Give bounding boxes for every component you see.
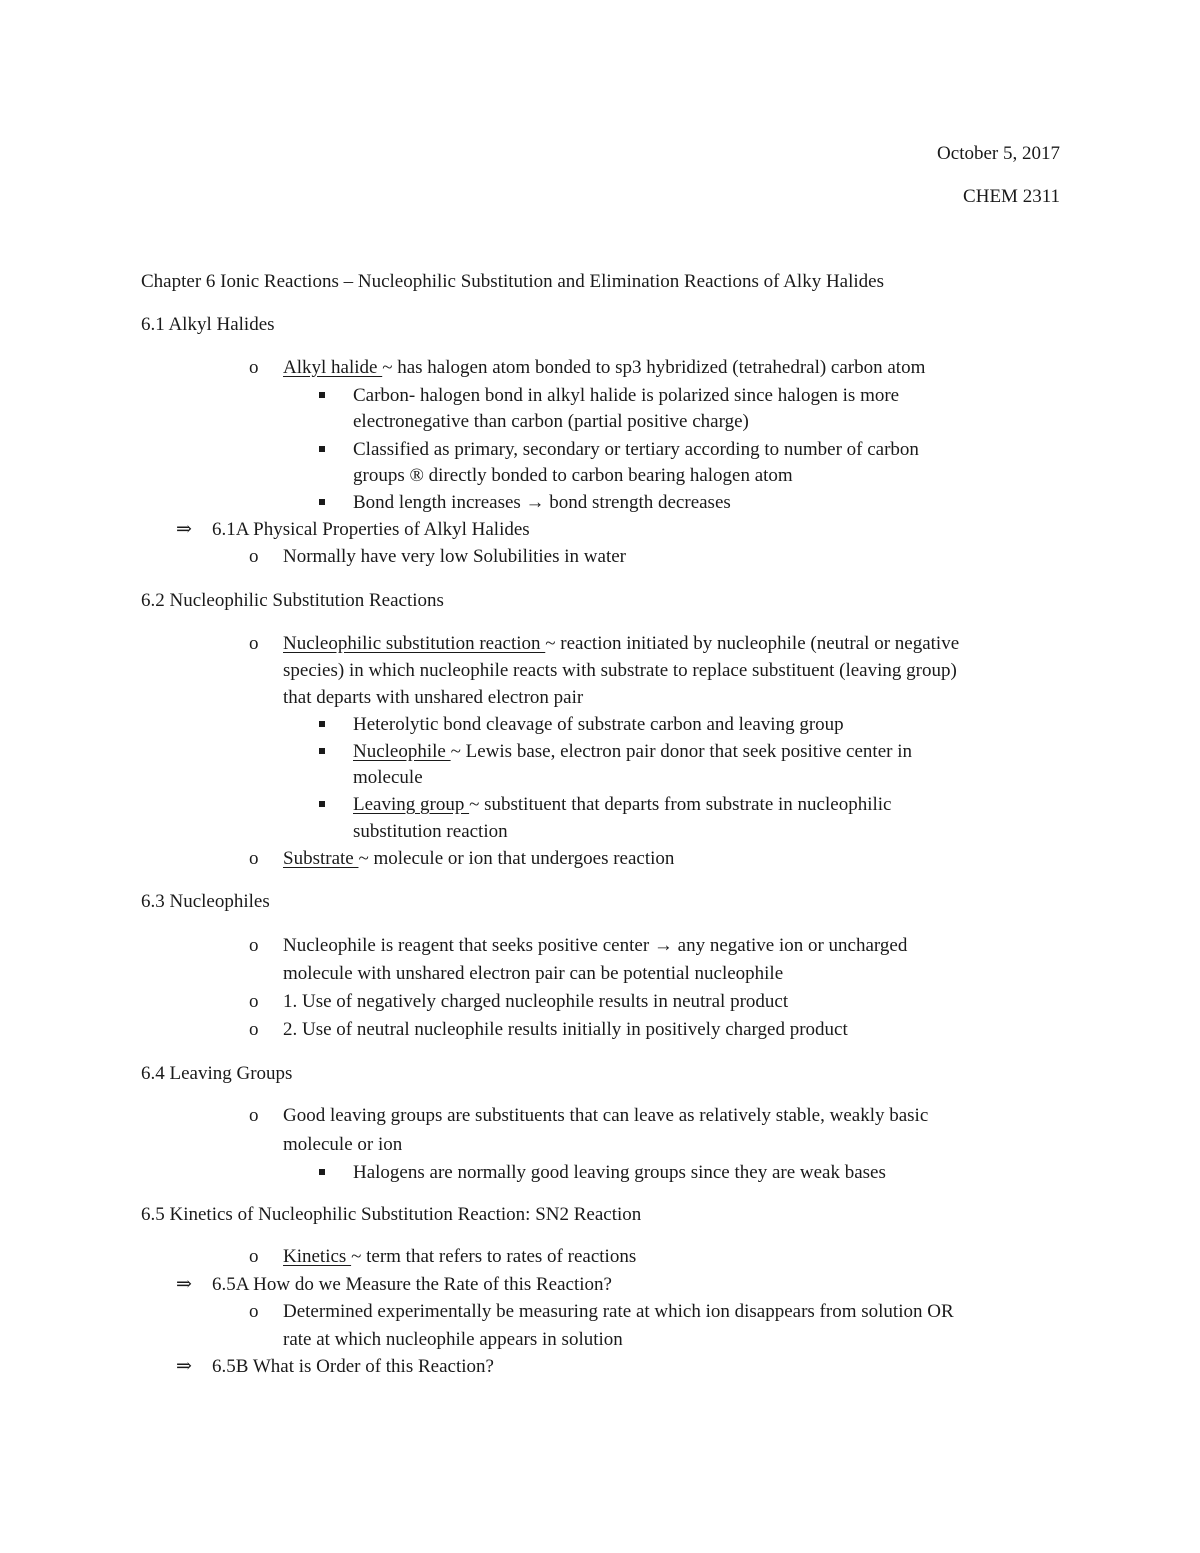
bullet-leaving-group <box>353 793 891 817</box>
definition: ~ has halogen atom bonded to sp3 hybridized (tetrahedral) carbon atom <box>382 357 926 378</box>
list-item: Normally have very low Solubilities in water <box>283 546 626 567</box>
arrow-bullet: ⇒ <box>176 1274 192 1295</box>
circle-bullet: o <box>249 357 259 378</box>
list-item-substrate <box>283 847 674 871</box>
list-item-continued: molecule with unshared electron pair can be potential nucleophile <box>283 963 784 984</box>
definition-continued: substitution reaction <box>353 821 508 842</box>
square-bullet <box>319 499 325 505</box>
term-leaving-group: Leaving group <box>353 794 470 815</box>
list-item: 1. Use of negatively charged nucleophile results in neutral product <box>283 991 789 1012</box>
definition: ~ reaction initiated by nucleophile (neutral or negative <box>545 633 960 654</box>
arrow-bullet: ⇒ <box>176 519 192 540</box>
definition: ~ Lewis base, electron pair donor that seek positive center in <box>450 741 912 762</box>
definition-continued: that departs with unshared electron pair <box>283 687 584 708</box>
subsection-heading-6-1a: 6.1A Physical Properties of Alkyl Halides <box>212 519 530 540</box>
list-item: 2. Use of neutral nucleophile results initially in positively charged product <box>283 1019 848 1040</box>
definition: ~ substituent that departs from substrate in nucleophilic <box>469 794 892 815</box>
section-heading-6-1: 6.1 Alkyl Halides <box>141 314 275 335</box>
date: October 5, 2017 <box>937 143 1060 164</box>
list-item-continued: rate at which nucleophile appears in solution <box>283 1329 623 1350</box>
square-bullet <box>319 446 325 452</box>
square-bullet <box>319 1169 325 1175</box>
square-bullet <box>319 392 325 398</box>
bullet-text: electronegative than carbon (partial positive charge) <box>353 411 749 432</box>
circle-bullet: o <box>249 1105 259 1126</box>
circle-bullet: o <box>249 935 259 956</box>
list-item: Nucleophile is reagent that seeks positive center → any negative ion or uncharged <box>283 935 908 956</box>
bullet-nucleophile <box>353 740 912 764</box>
subsection-heading-6-5a: 6.5A How do we Measure the Rate of this Reaction? <box>212 1274 612 1295</box>
bullet-text: groups ® directly bonded to carbon bearing halogen atom <box>353 465 793 486</box>
circle-bullet: o <box>249 1019 259 1040</box>
definition-continued: molecule <box>353 767 423 788</box>
list-item: Determined experimentally be measuring rate at which ion disappears from solution OR <box>283 1301 954 1322</box>
term-kinetics: Kinetics <box>283 1246 352 1267</box>
term-nucleophilic-substitution: Nucleophilic substitution reaction <box>283 633 546 654</box>
list-item-continued: molecule or ion <box>283 1134 403 1155</box>
bullet-text: Classified as primary, secondary or tertiary according to number of carbon <box>353 439 919 460</box>
bullet-text: Bond length increases → bond strength decreases <box>353 492 731 513</box>
list-item-alkyl-halide <box>283 356 925 380</box>
course-code: CHEM 2311 <box>963 186 1060 207</box>
circle-bullet: o <box>249 848 259 869</box>
square-bullet <box>319 801 325 807</box>
term-nucleophile: Nucleophile <box>353 741 451 762</box>
bullet-text: Heterolytic bond cleavage of substrate carbon and leaving group <box>353 714 844 735</box>
chapter-title: Chapter 6 Ionic Reactions – Nucleophilic Substitution and Elimination Reactions of Alky Halides <box>141 271 884 292</box>
term-alkyl-halide: Alkyl halide <box>283 357 383 378</box>
circle-bullet: o <box>249 1246 259 1267</box>
bullet-text: Carbon- halogen bond in alkyl halide is polarized since halogen is more <box>353 385 900 406</box>
section-heading-6-4: 6.4 Leaving Groups <box>141 1063 293 1084</box>
definition: ~ molecule or ion that undergoes reaction <box>358 848 675 869</box>
term-substrate: Substrate <box>283 848 359 869</box>
list-item-nucleophilic-substitution <box>283 632 959 656</box>
square-bullet <box>319 721 325 727</box>
subsection-heading-6-5b: 6.5B What is Order of this Reaction? <box>212 1356 494 1377</box>
list-item-kinetics <box>283 1245 636 1269</box>
section-heading-6-2: 6.2 Nucleophilic Substitution Reactions <box>141 590 444 611</box>
definition-continued: species) in which nucleophile reacts with substrate to replace substituent (leaving group) <box>283 660 957 681</box>
list-item: Good leaving groups are substituents that can leave as relatively stable, weakly basic <box>283 1105 929 1126</box>
section-heading-6-3: 6.3 Nucleophiles <box>141 891 270 912</box>
definition: ~ term that refers to rates of reactions <box>351 1246 637 1267</box>
circle-bullet: o <box>249 1301 259 1322</box>
arrow-bullet: ⇒ <box>176 1356 192 1377</box>
square-bullet <box>319 748 325 754</box>
section-heading-6-5: 6.5 Kinetics of Nucleophilic Substitution Reaction: SN2 Reaction <box>141 1204 642 1225</box>
circle-bullet: o <box>249 633 259 654</box>
circle-bullet: o <box>249 991 259 1012</box>
bullet-text: Halogens are normally good leaving groups since they are weak bases <box>353 1162 886 1183</box>
circle-bullet: o <box>249 546 259 567</box>
